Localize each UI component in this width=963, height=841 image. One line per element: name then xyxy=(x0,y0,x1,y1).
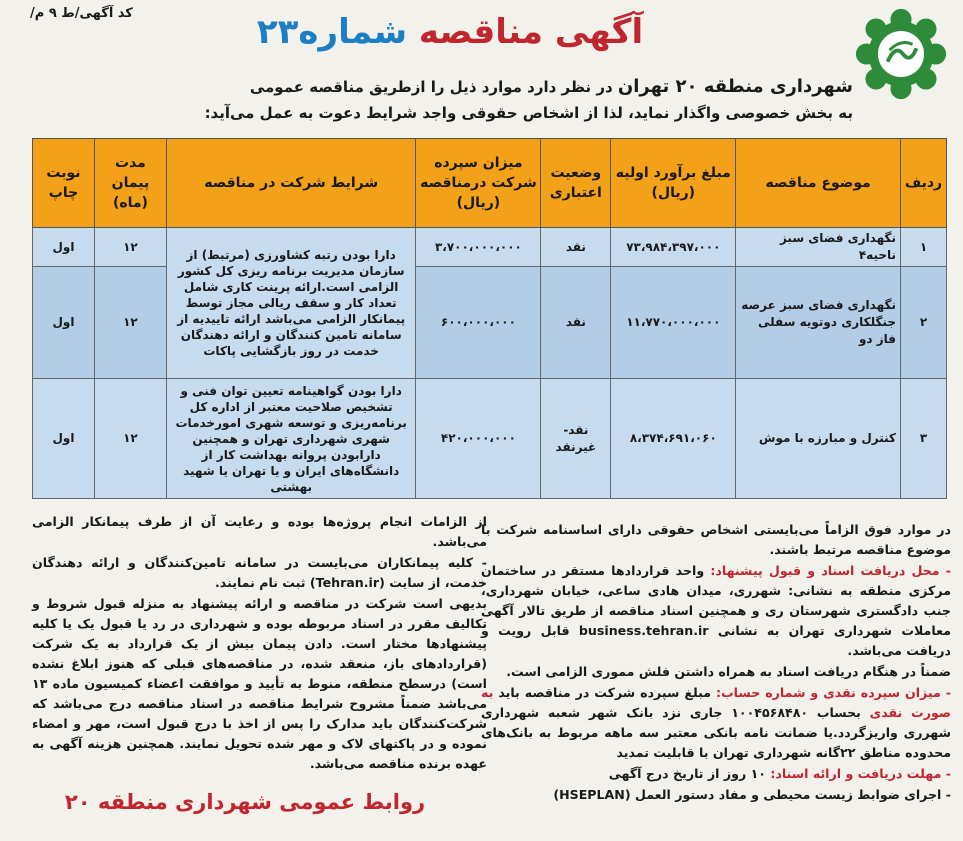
row-number: ۲ xyxy=(901,267,947,379)
ad-code: کد آگهی/ط ۹ م/ xyxy=(30,6,133,21)
note-hseplan: - اجرای ضوابط زیست محیطی و مفاد دستور العمل (HSEPLAN) xyxy=(553,787,951,802)
row-estimate: ۸،۳۷۴،۶۹۱،۰۶۰ xyxy=(611,379,736,499)
row-deposit: ۶۰۰،۰۰۰،۰۰۰ xyxy=(416,267,541,379)
title-main: آگهی مناقصه xyxy=(418,12,644,52)
municipality-logo-icon xyxy=(853,6,949,102)
note-deposit-label: - میزان سپرده نقدی و شماره حساب: xyxy=(715,685,951,700)
intro-text xyxy=(133,74,853,126)
note-legal-entities: در موارد فوق الزاماً می‌بایستی اشخاص حقوقی دارای اساسنامه شرکت با موضوع مناقصه مرتبط باشند. xyxy=(481,522,951,557)
note-supplier-registration: - کلیه پیمانکاران می‌بایست در سامانه تامین‌کنندگان و ارائه دهندگان خدمت، از سایت (Tehran.ir) ثبت نام نمایند. xyxy=(32,555,487,590)
header-print-round: نوبت چاپ xyxy=(33,139,95,228)
organization-name: شهرداری منطقه ۲۰ تهران xyxy=(617,76,853,97)
intro-line-1 xyxy=(133,74,853,100)
note-documents-location-label: - محل دریافت اسناد و قبول پیشنهاد: xyxy=(710,563,951,578)
row-subject: کنترل و مبارزه با موش xyxy=(736,379,901,499)
intro-line-2: به بخش خصوصی واگذار نماید، لذا از اشخاص حقوقی واجد شرایط دعوت به عمل می‌آید: xyxy=(204,104,853,122)
note-deadline-text: ۱۰ روز از تاریخ درج آگهی xyxy=(608,766,766,781)
row-print-round: اول xyxy=(33,228,95,267)
row-credit: نقد xyxy=(541,267,611,379)
notes-right-column xyxy=(481,520,951,806)
table-row xyxy=(33,228,947,267)
title-number: شماره۲۳ xyxy=(256,12,408,52)
note-general-terms: بدیهی است شرکت در مناقصه و ارائه پیشنهاد به منزله قبول شروط و تکالیف مقرر در اسناد مربوطه بوده و شهرداری در رد یا قبول یک یا کلیه پیشنهادها مختار است. دادن پیمان بیش از یک قرارداد به یک شرکت (قراردادهای باز، منعقد شده، در مناقصه‌های قبلی که هنوز ابلاغ نشده است) درسطح منطقه، منوط به تأیید و موافقت اعضاء کمیسیون ماده ۱۳ می‌باشد ضمناً مشروح شرایط مناقصه در اسناد مناقصه درج می‌باشد که شرکت‌کنندگان باید مدارک را پس از اخذ با درج قبول است، مهر و امضاء نموده و در پاکتهای لاک و مهر شده تحویل نمایند. همچنین هزینه آگهی به عهده برنده مناقصه می‌باشد. xyxy=(32,596,487,771)
note-deadline-label: - مهلت دریافت و ارائه اسناد: xyxy=(770,766,951,781)
public-relations-signature: روابط عمومی شهرداری منطقه ۲۰ xyxy=(64,790,426,814)
row-deposit: ۴۲۰،۰۰۰،۰۰۰ xyxy=(416,379,541,499)
row-duration: ۱۲ xyxy=(94,228,166,267)
tender-table xyxy=(32,138,947,499)
note-documents-location-text: واحد قراردادها مستقر در ساختمان مرکزی منطقه به نشانی: شهرری، میدان هادی ساعی، خیابان شهرداری، جنب دادگستری شهرستان ری و همچنین اسناد مناقصه از طریق تالار آگهی معاملات شهرداری تهران به نشانی business.tehran.ir قابل رویت و دریافت می‌باشد. xyxy=(481,563,951,658)
row-credit: نقد xyxy=(541,228,611,267)
row-conditions-merged: دارا بودن رتبه کشاورزی (مرتبط) از سازمان مدیریت برنامه ریزی کل کشور الزامی است.ارائه پرینت کاری شامل تعداد کار و سقف ریالی مجاز توسط پیمانکار الزامی می‌باشد ارائه تاییدیه از سامانه تامین کنندگان و ارائه دهندگان خدمت در روز بازگشایی پاکات xyxy=(166,228,416,379)
note-documents-location xyxy=(481,561,951,661)
row-deposit: ۳،۷۰۰،۰۰۰،۰۰۰ xyxy=(416,228,541,267)
note-flash-memory: ضمناً در هنگام دریافت اسناد به همراه داشتن فلش مموری الزامی است. xyxy=(506,664,951,679)
row-print-round: اول xyxy=(33,379,95,499)
row-conditions: دارا بودن گواهینامه تعیین توان فنی و تشخیص صلاحیت معتبر از اداره کل برنامه‌ریزی و توسعه شهری امورخدمات شهری شهرداری تهران و همچنین دارابودن پروانه بهداشت کار از دانشگاه‌های ایران و یا تهران یا شهید بهشتی xyxy=(166,379,416,499)
note-deposit xyxy=(481,683,951,763)
row-print-round: اول xyxy=(33,267,95,379)
row-duration: ۱۲ xyxy=(94,379,166,499)
row-estimate: ۱۱،۷۷۰،۰۰۰،۰۰۰ xyxy=(611,267,736,379)
header-row-number: ردیف xyxy=(901,139,947,228)
header-deposit: میزان سپرده شرکت درمناقصه (ریال) xyxy=(416,139,541,228)
notice-title xyxy=(200,12,700,52)
table-row xyxy=(33,379,947,499)
note-project-requirements: از الزامات انجام پروژه‌ها بوده و رعایت آن از طرف پیمانکار الزامی می‌باشد. xyxy=(32,514,487,549)
notes-left-column xyxy=(32,512,487,775)
row-duration: ۱۲ xyxy=(94,267,166,379)
row-number: ۱ xyxy=(901,228,947,267)
row-subject: نگهداری فضای سبز عرصه جنگلکاری دوتویه سفلی فاز دو xyxy=(736,267,901,379)
table-header-row xyxy=(33,139,947,228)
header-duration: مدت پیمان (ماه) xyxy=(94,139,166,228)
header-subject: موضوع مناقصه xyxy=(736,139,901,228)
row-estimate: ۷۳،۹۸۴،۳۹۷،۰۰۰ xyxy=(611,228,736,267)
row-number: ۳ xyxy=(901,379,947,499)
note-deadline xyxy=(481,764,951,784)
header-credit: وضعیت اعتباری xyxy=(541,139,611,228)
header-conditions: شرایط شرکت در مناقصه xyxy=(166,139,416,228)
note-deposit-cash-label: به صورت نقدی xyxy=(481,685,952,720)
note-deposit-text-2: بحساب ۱۰۰۴۵۶۸۴۸۰ جاری نزد بانک شهر شعبه شهرداری شهرری واریزگردد.یا ضمانت نامه بانکی معتبر سه ماهه مربوط به بانک‌های محدوده مناطق ۲۲گانه شهرداری تهران با قابلیت تمدید xyxy=(481,705,951,760)
row-credit: نقد- غیرنقد xyxy=(541,379,611,499)
row-subject: نگهداری فضای سبز ناحیه۴ xyxy=(736,228,901,267)
note-deposit-text-1: مبلغ سپرده شرکت در مناقصه باید xyxy=(498,685,712,700)
intro-line-1-rest: در نظر دارد موارد ذیل را ازطریق مناقصه عمومی xyxy=(249,78,613,96)
header-estimate: مبلغ برآورد اولیه (ریال) xyxy=(611,139,736,228)
